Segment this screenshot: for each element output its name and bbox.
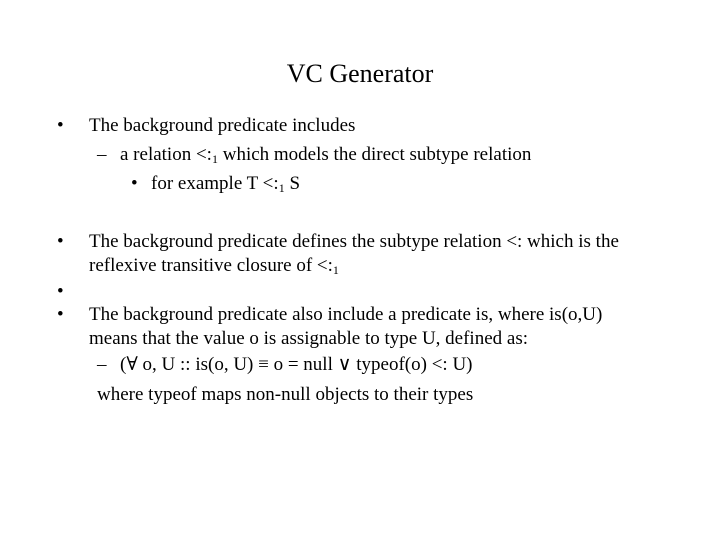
sub-bullet-1-text <box>120 145 531 165</box>
bullet-marker: • <box>57 281 64 302</box>
subscript-1: 1 <box>332 263 339 277</box>
subscript-1: 1 <box>211 152 218 166</box>
bullet-4-line-2: means that the value o is assignable to type U, defined as: <box>89 328 528 349</box>
sub-bullet-1-part-a: a relation <: <box>120 144 212 165</box>
bullet-marker: • <box>131 173 138 194</box>
bullet-2-line-1: The background predicate defines the subtype relation <: which is the <box>89 231 619 252</box>
bullet-4-line-4: where typeof maps non-null objects to their types <box>97 384 474 405</box>
sub-sub-bullet-part-b: S <box>284 173 301 194</box>
subscript-1: 1 <box>278 181 285 195</box>
sub-bullet-1-part-b: which models the direct subtype relation <box>217 144 532 165</box>
bullet-marker: • <box>57 231 64 252</box>
dash-marker: – <box>97 354 107 375</box>
bullet-marker: • <box>57 115 64 136</box>
sub-sub-bullet-text <box>151 174 300 194</box>
dash-marker: – <box>97 144 107 165</box>
slide-title: VC Generator <box>286 59 434 88</box>
bullet-2-line-2-text: reflexive transitive closure of <: <box>89 255 333 276</box>
sub-bullet-4-formula: (∀ o, U :: is(o, U) ≡ o = null ∨ typeof(o) <: U) <box>120 354 473 375</box>
bullet-4-line-1: The background predicate also include a predicate is, where is(o,U) <box>89 304 603 325</box>
sub-sub-bullet-part-a: for example T <: <box>151 173 279 194</box>
bullet-marker: • <box>57 304 64 325</box>
bullet-2-line-2 <box>89 256 339 276</box>
bullet-1-text: The background predicate includes <box>89 115 356 136</box>
